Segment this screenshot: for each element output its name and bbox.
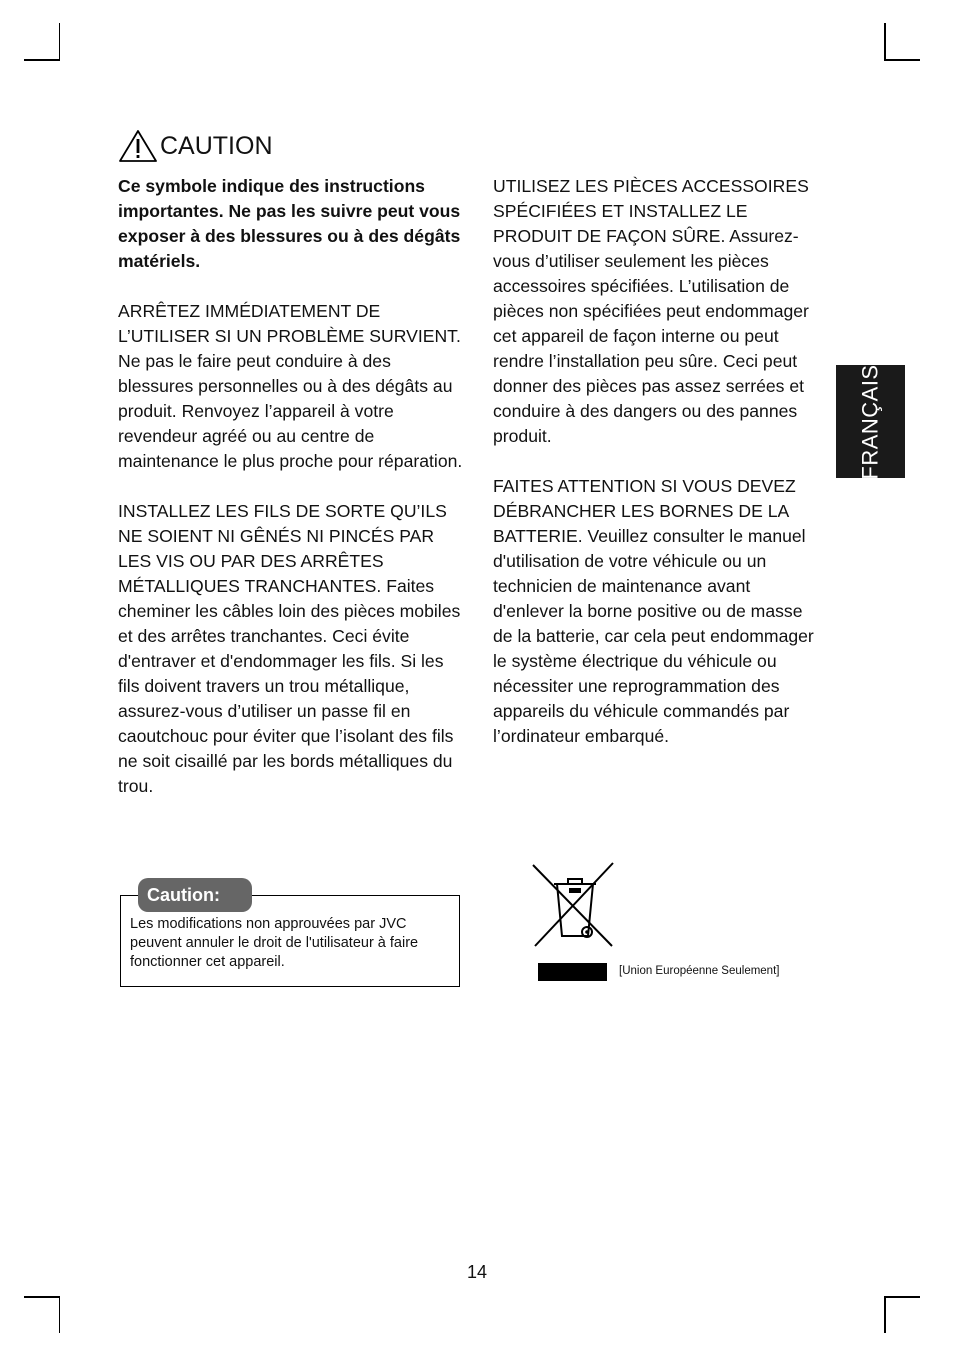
crossed-out-wheelie-bin-icon xyxy=(530,860,620,950)
caution-heading xyxy=(118,128,273,164)
crop-mark-top-right-h xyxy=(884,59,920,61)
accessories-paragraph: UTILISEZ LES PIÈCES ACCESSOIRES SPÉCIFIÉES ET INSTALLEZ LE PRODUIT DE FAÇON SÛRE. Assurez-vous d’utiliser seulement les pièces accessoires spécifiées. L’utilisation de pièces non spécifiées peut endommager cet appareil de façon interne ou peut rendre l’installation peu sûre. Ceci peut donner des pièces pas assez serrées et conduire à des dangers ou des pannes produit. xyxy=(493,176,809,446)
page-title: CAUTION xyxy=(160,131,273,160)
stop-use-paragraph: ARRÊTEZ IMMÉDIATEMENT DE L’UTILISER SI UN PROBLÈME SURVIENT. Ne pas le faire peut conduire à des blessures personnelles ou à des dégâts au produit. Renvoyez l’appareil à votre revendeur agréé ou au centre de maintenance le plus proche pour réparation. xyxy=(118,301,463,471)
crop-mark-bottom-left-h xyxy=(24,1296,60,1298)
warning-triangle-icon xyxy=(118,129,158,163)
language-tab-label: FRANÇAIS xyxy=(857,363,883,480)
crop-mark-top-left-h xyxy=(24,59,60,61)
weee-bar xyxy=(538,963,607,981)
crop-mark-top-left-v xyxy=(59,23,61,60)
page-number: 14 xyxy=(466,1262,488,1282)
crop-mark-bottom-right-h xyxy=(884,1296,920,1298)
crop-mark-bottom-left-v xyxy=(59,1296,61,1333)
eu-only-note: [Union Européenne Seulement] xyxy=(619,965,780,977)
caution-label: Caution: xyxy=(138,878,252,912)
wiring-paragraph: INSTALLEZ LES FILS DE SORTE QU’ILS NE SOIENT NI GÊNÉS NI PINCÉS PAR LES VIS OU PAR DES ARRÊTES MÉTALLIQUES TRANCHANTES. Faites cheminer les câbles loin des pièces mobiles et des arrêtes tranchantes. Ceci évite d'entraver et d'endommager les fils. Si les fils doivent travers un trou métallique, assurez-vous d’utiliser un passe fil en caoutchouc pour éviter que l’isolant des fils ne soit cisaillé par les bords métalliques du trou. xyxy=(118,501,461,796)
battery-paragraph: FAITES ATTENTION SI VOUS DEVEZ DÉBRANCHER LES BORNES DE LA BATTERIE. Veuillez consulter le manuel d'utilisation de votre véhicule ou un technicien de maintenance avant d'enlever la borne positive ou de masse de la batterie, car cela peut endommager le système électrique du véhicule ou nécessiter une reprogrammation des appareils du véhicule commandés par l’ordinateur embarqué. xyxy=(493,476,814,746)
language-tab xyxy=(836,365,905,478)
caution-text: Les modifications non approuvées par JVC peuvent annuler le droit de l'utilisateur à faire fonctionner cet appareil. xyxy=(130,916,419,970)
crop-mark-bottom-right-v xyxy=(884,1296,886,1333)
left-column xyxy=(118,174,463,824)
right-column xyxy=(493,174,823,774)
crop-mark-top-right-v xyxy=(884,23,886,60)
symbol-explanation-paragraph: Ce symbole indique des instructions importantes. Ne pas les suivre peut vous exposer à des blessures ou à des dégâts matériels. xyxy=(118,176,461,271)
